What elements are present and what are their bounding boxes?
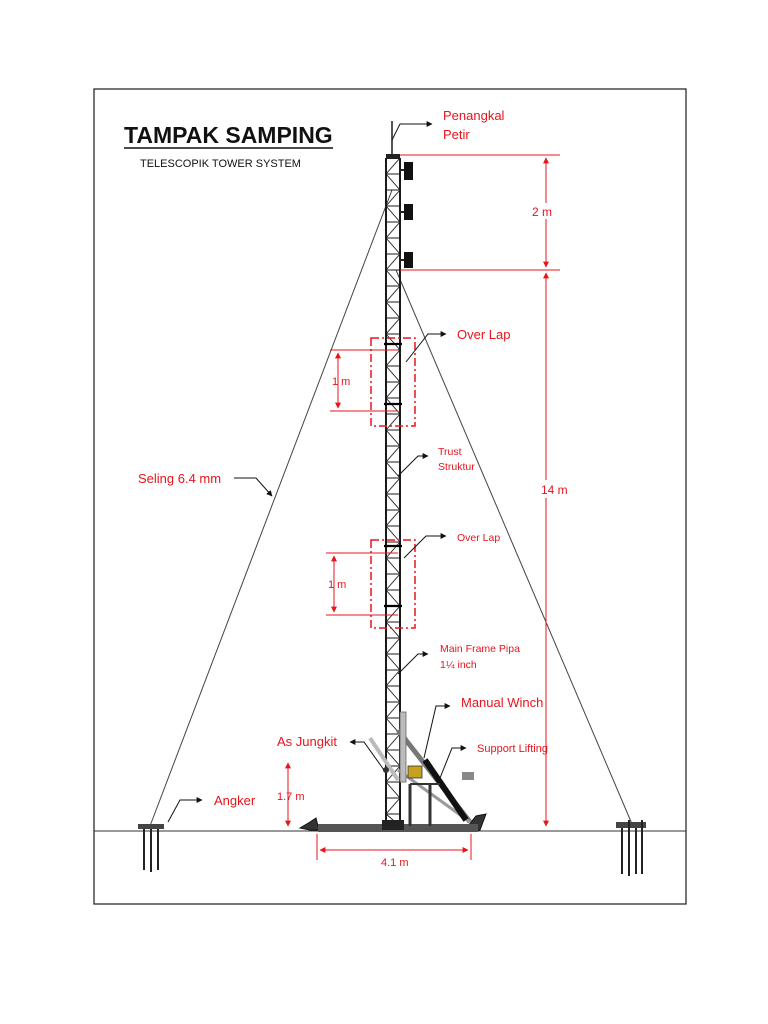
antenna-2: [399, 204, 413, 220]
leader-as-jungkit: [350, 742, 384, 770]
leader-main-frame: [398, 654, 428, 674]
label-trust-1: Trust: [438, 446, 462, 458]
dim-14m-label: 14 m: [541, 483, 568, 497]
label-overlap-top: Over Lap: [457, 327, 511, 342]
anchor-right: [616, 820, 646, 876]
leader-overlap-top: [406, 334, 446, 362]
label-main-frame-2: 1¼ inch: [440, 659, 477, 671]
antenna-1: [399, 162, 413, 180]
label-trust-2: Struktur: [438, 461, 475, 473]
leader-manual-winch: [424, 706, 450, 758]
dim-overlap-lower-label: 1 m: [328, 579, 347, 591]
label-penangkal-1: Penangkal: [443, 108, 505, 123]
leader-seling: [234, 478, 272, 496]
label-overlap-bottom: Over Lap: [457, 532, 501, 544]
base-platform: [300, 814, 486, 832]
dim-base-height-label: 1.7 m: [277, 791, 305, 803]
label-penangkal-2: Petir: [443, 127, 470, 142]
dim-base-width-label: 4.1 m: [381, 857, 409, 869]
label-as-jungkit: As Jungkit: [277, 734, 337, 749]
tower-cap: [386, 154, 400, 159]
leader-angker: [168, 800, 202, 822]
guy-wire-right: [396, 270, 632, 824]
guy-wire-left: [150, 190, 392, 826]
label-support-lifting: Support Lifting: [477, 743, 548, 755]
antenna-3: [399, 252, 413, 268]
leader-penangkal: [392, 124, 432, 140]
subtitle: TELESCOPIK TOWER SYSTEM: [140, 158, 301, 170]
tower-lattice: [384, 158, 402, 826]
page-title: TAMPAK SAMPING: [124, 122, 333, 148]
label-angker: Angker: [214, 793, 256, 808]
dim-2m-label: 2 m: [532, 205, 553, 219]
label-manual-winch: Manual Winch: [461, 695, 544, 710]
dim-overlap-upper-label: 1 m: [332, 376, 351, 388]
manual-winch-assembly: [398, 712, 474, 826]
leader-trust: [398, 456, 428, 476]
label-seling: Seling 6.4 mm: [138, 471, 222, 486]
label-main-frame-1: Main Frame Pipa: [440, 643, 520, 655]
